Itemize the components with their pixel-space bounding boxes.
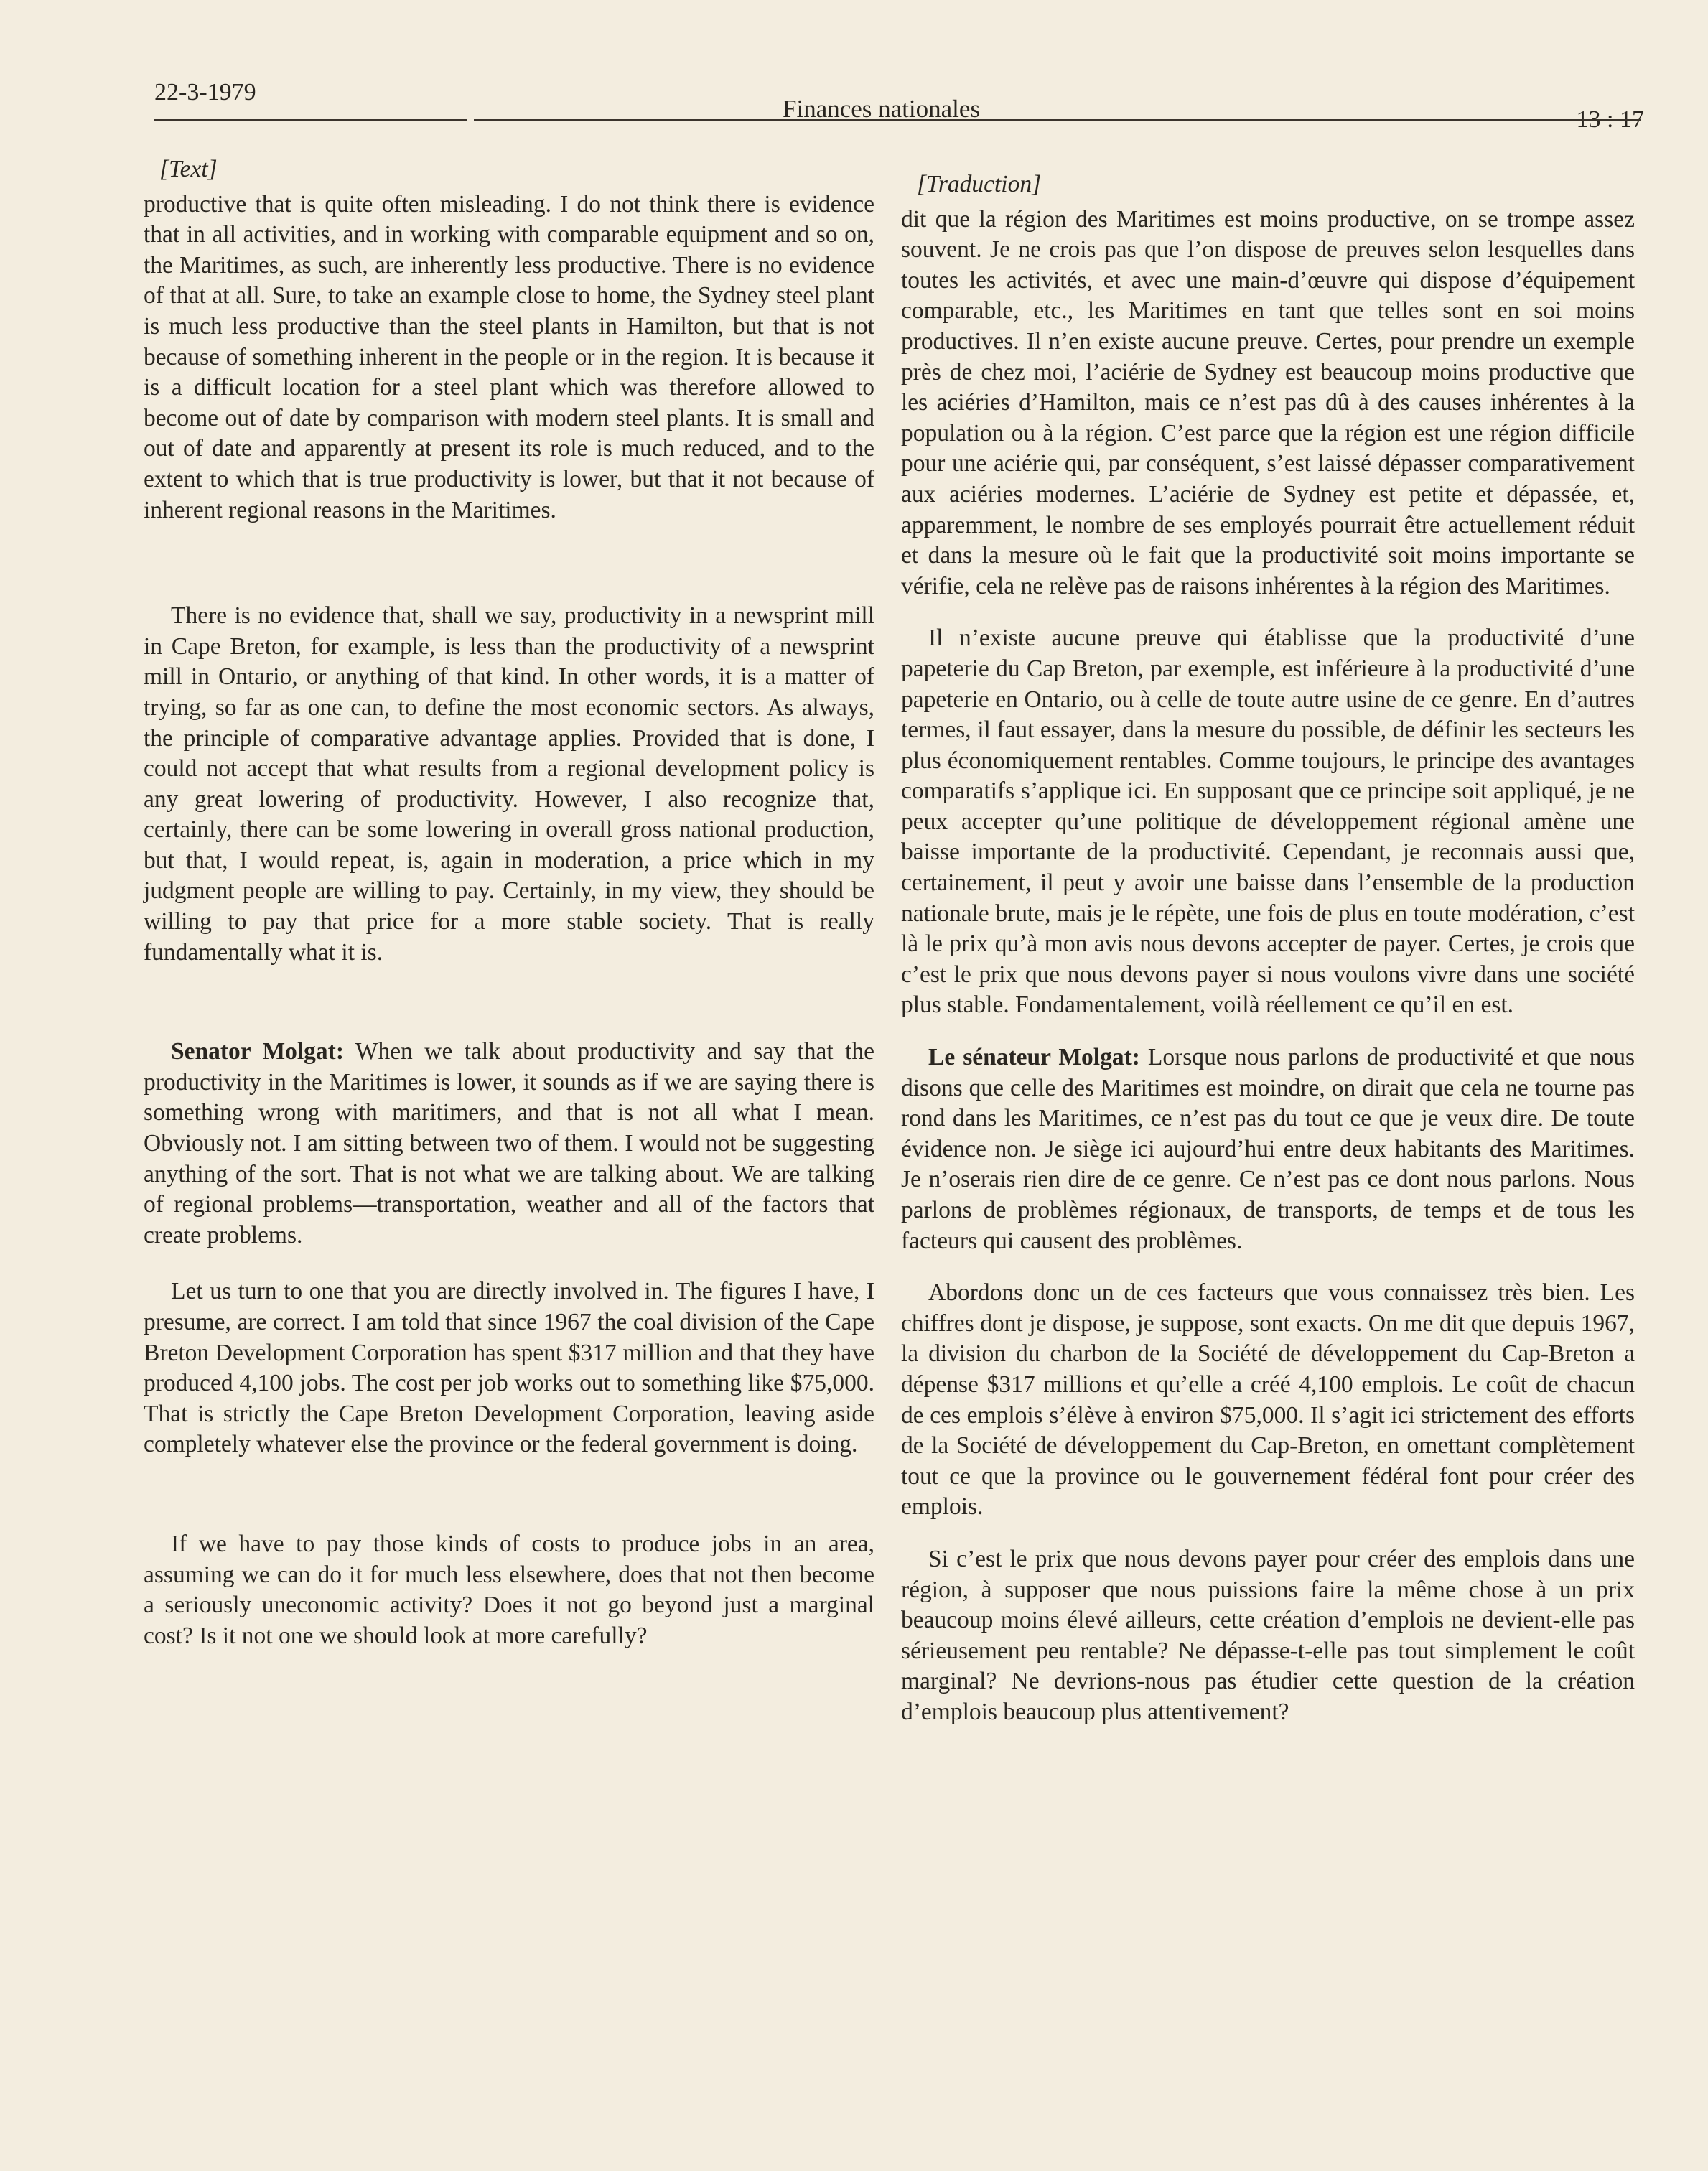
english-paragraph-4: Let us turn to one that you are directly involved in. The figures I have, I presume, are correct. I am told that since 1967 the coal division of the Cape Breton Development Corporation has spent $317 million and that they have produced 4,100 jobs. The cost per job works out to something like $75,000. That is strictly the Cape Breton Development Corporation, leaving aside completely whatever else the province or the federal government is doing. (144, 1278, 874, 1458)
french-column (901, 169, 1635, 1728)
french-paragraph-3 (901, 1042, 1635, 1256)
header-date: 22-3-1979 (154, 79, 256, 106)
english-paragraph-1: productive that is quite often misleading. I do not think there is evidence that in all activities, and in working with comparable equipment and so on, the Maritimes, as such, are inherently less productive. There is no evidence of that at all. Sure, to take an example close to home, the Sydney steel plant is much less productive than the steel plants in Hamilton, but that is not because of something inherent in the people or in the region. It is because it is a difficult location for a steel plant which was therefore allowed to become out of date by comparison with modern steel plants. It is small and out of date and apparently at present its role is much reduced, and to the extent to which that is true productivity is lower, but that it not because of inherent regional reasons in the Maritimes. (144, 190, 874, 523)
header-rule-right (474, 119, 1641, 121)
header-rule-left (154, 119, 467, 121)
english-paragraph-5: If we have to pay those kinds of costs to produce jobs in an area, assuming we can do it for much less elsewhere, does that not then become a seriously uneconomic activity? Does it not go beyond just a marginal cost? Is it not one we should look at more carefully? (144, 1530, 874, 1649)
french-paragraph-3-text: Lorsque nous parlons de productivité et que nous disons que celle des Maritimes est moindre, on dirait que cela ne tourne pas rond dans les Maritimes, ce n’est pas du tout ce que je veux dire. De toute évidence non. Je siège ici aujourd’hui entre deux habitants des Maritimes. Je n’oserais rien dire de ce genre. Ce n’est pas ce dont nous parlons. Nous parlons de problèmes régionaux, de transports, de temps et de tous les facteurs qui causent des problèmes. (901, 1044, 1635, 1254)
page-header (154, 79, 1644, 136)
french-paragraph-5: Si c’est le prix que nous devons payer pour créer des emplois dans une région, à supposer que nous puissions faire la même chose à un prix beaucoup moins élevé ailleurs, cette création d’emplois ne devient-elle pas sérieusement peu rentable? Ne dépasse-t-elle pas tout simplement le coût marginal? Ne devrions-nous pas étudier cette question de la création d’emplois beaucoup plus attentivement? (901, 1545, 1635, 1725)
header-title: Finances nationales (783, 95, 981, 123)
french-paragraph-1: dit que la région des Maritimes est moins productive, on se trompe assez souvent. Je ne crois pas que l’on dispose de preuves selon lesquelles dans toutes les activités, et avec une main-d’œuvre qui dispose d’équipement comparable, etc., les Maritimes en tant que telles sont en soi moins productives. Il n’en existe aucune preuve. Certes, pour prendre un exemple près de chez moi, l’aciérie de Sydney est beaucoup moins productive que les aciéries d’Hamilton, mais ce n’est pas dû à des causes inhérentes à la population ou à la région. C’est parce que la région est une région difficile pour une aciérie qui, par conséquent, s’est laissé dépasser comparativement aux aciéries modernes. L’aciérie de Sydney est petite et dépassée, et, apparemment, le nombre de ses employés pourrait être actuellement réduit et dans la mesure où le fait que la productivité soit moins importante se vérifie, cela ne relève pas de raisons inhérentes à la région des Maritimes. (901, 205, 1635, 599)
french-paragraph-2: Il n’existe aucune preuve qui établisse que la productivité d’une papeterie du Cap Breton, par exemple, est inférieure à la productivité d’une papeterie en Ontario, ou à celle de toute autre usine de ce genre. En d’autres termes, il faut essayer, dans la mesure du possible, de définir les secteurs les plus économiquement rentables. Comme toujours, le principe des avantages comparatifs s’applique ici. En supposant que ce principe soit appliqué, je ne peux accepter qu’une politique de développement régional amène une baisse importante de la productivité. Cependant, je reconnais aussi que, certainement, il peut y avoir une baisse dans l’ensemble de la production nationale brute, mais je le répète, une fois de plus en toute modération, c’est là le prix qu’à mon avis nous devons accepter de payer. Certes, je crois que c’est le prix que nous devons payer si nous voulons vivre dans une société plus stable. Fondamentalement, voilà réellement ce qu’il en est. (901, 625, 1635, 1019)
header-page-number: 13 : 17 (1576, 106, 1644, 133)
english-paragraph-2: There is no evidence that, shall we say, productivity in a newsprint mill in Cape Breton, for example, is less than the productivity of a newsprint mill in Ontario, or anything of that kind. In other words, it is a matter of trying, so far as one can, to define the most economic sectors. As always, the principle of comparative advantage applies. Provided that is done, I could not accept that what results from a regional development policy is any great lowering of productivity. However, I also recognize that, certainly, there can be some lowering in overall gross national production, but that, I would repeat, is, again in moderation, a price which in my judgment people are willing to pay. Certainly, in my view, they should be willing to pay that price for a more stable society. That is really fundamentally what it is. (144, 602, 874, 966)
english-label: [Text] (159, 156, 218, 182)
english-paragraph-3-text: When we talk about productivity and say that the productivity in the Maritimes is lower, it sounds as if we are saying there is something wrong with maritimers, and that is not all what I mean. Obviously not. I am sitting between two of them. I would not be suggesting anything of the sort. That is not what we are talking about. We are talking of regional problems—transportation, weather and all of the factors that create problems. (144, 1038, 874, 1248)
english-speaker: Senator Molgat: (171, 1038, 344, 1065)
french-paragraph-4: Abordons donc un de ces facteurs que vous connaissez très bien. Les chiffres dont je dispose, je suppose, sont exacts. On me dit que depuis 1967, la division du charbon de la Société de développement du Cap-Breton a dépense $317 millions et qu’elle a créé 4,100 emplois. Le coût de chacun de ces emplois s’élève à environ $75,000. Il s’agit ici strictement des efforts de la Société de développement du Cap-Breton, en omettant complètement tout ce que la province ou le gouvernement fédéral font pour créer des emplois. (901, 1279, 1635, 1521)
english-paragraph-3 (144, 1037, 874, 1251)
english-column (144, 154, 874, 1651)
french-label: [Traduction] (917, 171, 1042, 197)
french-speaker: Le sénateur Molgat: (928, 1044, 1140, 1071)
